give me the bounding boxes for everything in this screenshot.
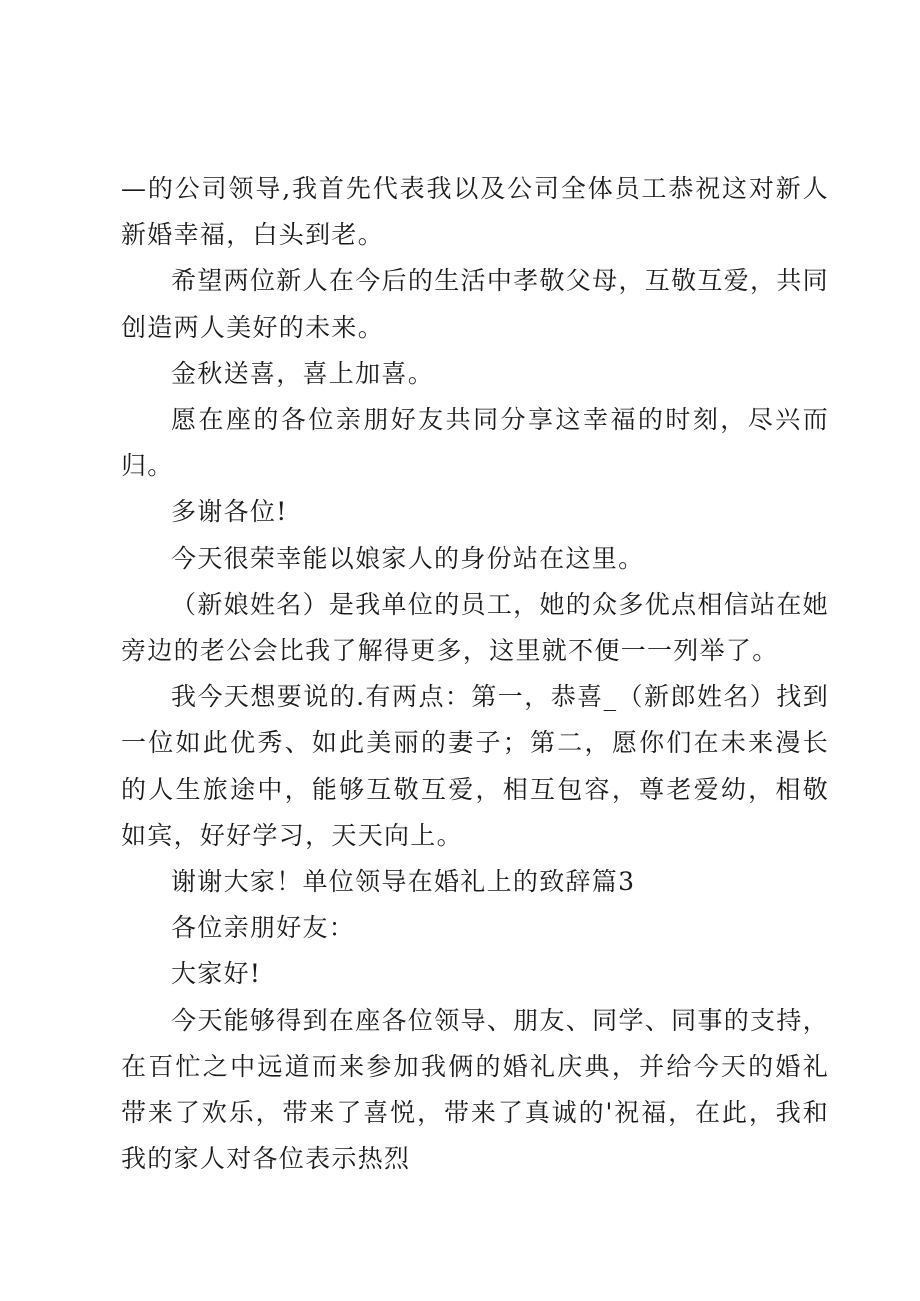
paragraph-1: —的公司领导,我首先代表我以及公司全体员工恭祝这对新人新婚幸福，白头到老。 xyxy=(121,174,829,250)
paragraph-3: 金秋送喜，喜上加喜。 xyxy=(171,358,435,388)
paragraph-5: 多谢各位! xyxy=(171,497,288,527)
paragraph-10: 各位亲朋好友： xyxy=(171,913,356,943)
paragraph-2: 希望两位新人在今后的生活中孝敬父母，互敬互爱，共同创造两人美好的未来。 xyxy=(121,266,829,342)
paragraph-7: （新娘姓名）是我单位的员工，她的众多优点相信站在她旁边的老公会比我了解得更多，这里就不便一一列举了。 xyxy=(121,589,829,666)
paragraph-12: 今天能够得到在座各位领导、朋友、同学、同事的支持，在百忙之中远道而来参加我俩的婚礼庆典，并给今天的婚礼带来了欢乐，带来了喜悦，带来了真诚的'祝福，在此，我和我的家人对各位表示热烈 xyxy=(121,1005,829,1174)
document-body xyxy=(121,166,829,1182)
paragraph-11: 大家好! xyxy=(171,959,262,989)
paragraph-9: 谢谢大家！单位领导在婚礼上的致辞篇3 xyxy=(171,867,636,897)
paragraph-8: 我今天想要说的.有两点：第一，恭喜_（新郎姓名）找到一位如此优秀、如此美丽的妻子；第二，愿你们在未来漫长的人生旅途中，能够互敬互爱，相互包容，尊老爱幼，相敬如宾，好好学习，天天向上。 xyxy=(121,682,829,850)
paragraph-6: 今天很荣幸能以娘家人的身份站在这里。 xyxy=(171,543,645,573)
paragraph-4: 愿在座的各位亲朋好友共同分享这幸福的时刻，尽兴而归。 xyxy=(121,405,829,481)
